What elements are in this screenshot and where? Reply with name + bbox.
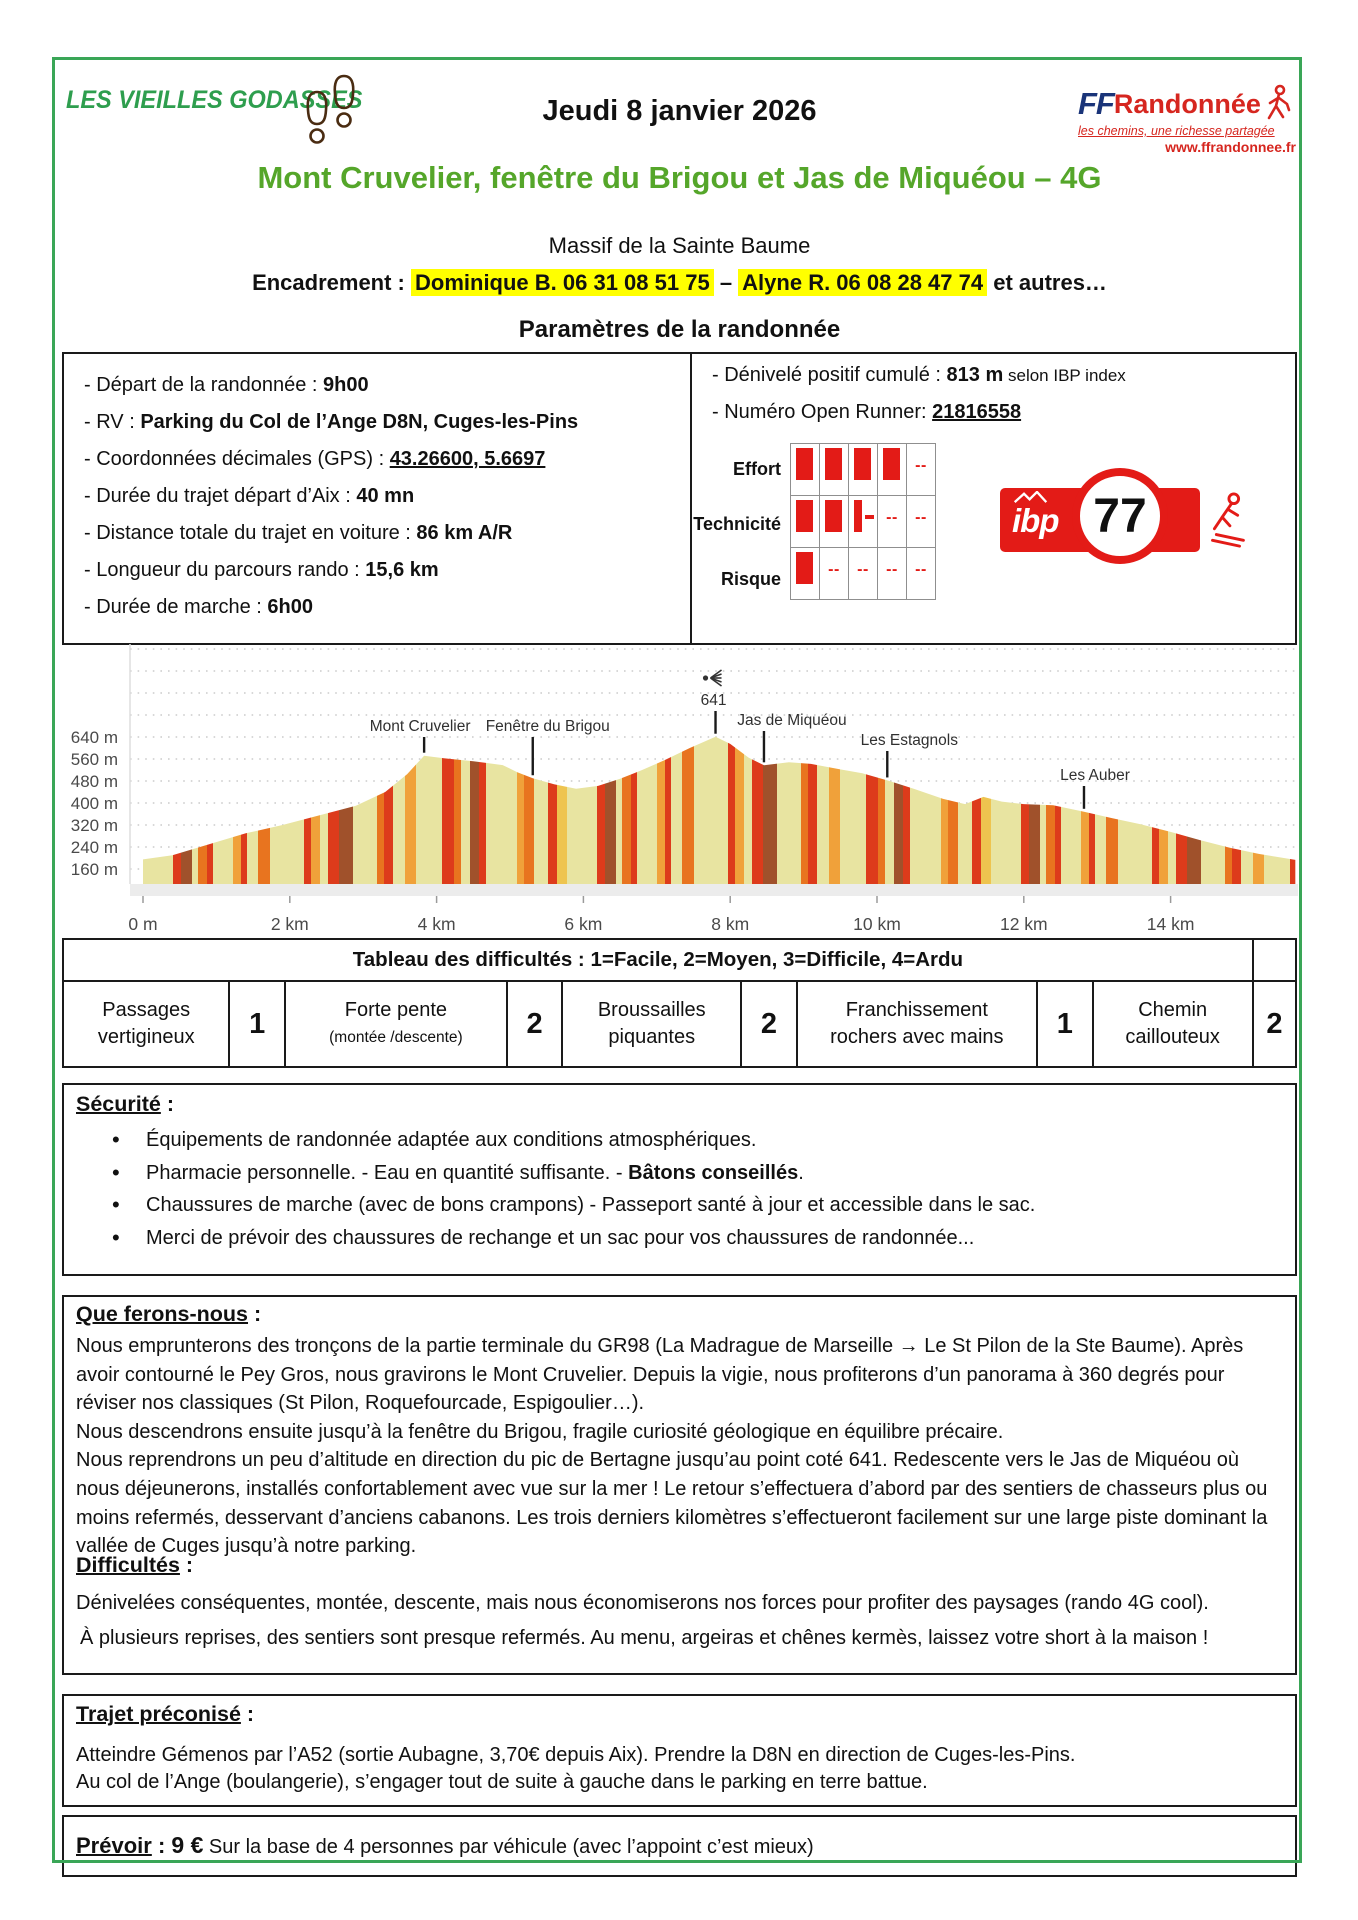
svg-text:Fenêtre du Brigou: Fenêtre du Brigou	[485, 718, 610, 735]
ffr-logo-row	[1078, 84, 1296, 124]
indicator-cell-dash: --	[848, 547, 878, 600]
param-gps: - Coordonnées décimales (GPS) : 43.26600, 5.6697	[84, 448, 546, 470]
svg-text:2 km: 2 km	[270, 914, 309, 934]
difficulty-table	[62, 938, 1297, 1068]
indicator-cell-bar	[790, 547, 820, 600]
page-title: Mont Cruvelier, fenêtre du Brigou et Jas de Miquéou – 4G	[257, 160, 1102, 195]
document-date: Jeudi 8 janvier 2026	[542, 95, 817, 127]
param-denivele: - Dénivelé positif cumulé : 813 m selon IBP index	[712, 364, 1126, 386]
indicator-grid	[790, 443, 940, 599]
svg-text:320 m: 320 m	[70, 816, 118, 835]
paragraph: Nous descendrons ensuite jusqu’à la fenêtre du Brigou, fragile curiosité géologique en équilibre précaire.	[76, 1420, 1004, 1443]
ibp-score-badge: 77	[1072, 468, 1168, 564]
ibp-index-logo	[1000, 462, 1252, 574]
difficulty-broussailles: Broussailles piquantes	[562, 981, 741, 1067]
encadrement-label: Encadrement :	[252, 270, 411, 295]
difficulty-header-empty-cell	[1253, 939, 1296, 981]
ffr-name-text: Randonnée	[1113, 88, 1261, 119]
technicite-label: Technicité	[693, 514, 781, 534]
encadrement-separator: –	[713, 270, 739, 295]
svg-text:14 km: 14 km	[1146, 914, 1195, 934]
difficultes-text-1: Dénivelées conséquentes, montée, descente, mais nous économiserons nos forces pour profiter des paysages (rando 4G cool).	[76, 1592, 1209, 1614]
params-right-column	[712, 357, 1126, 431]
difficultes-text-2: À plusieurs reprises, des sentiers sont presque refermés. Au menu, argeiras et chênes kermès, laissez votre short à la maison !	[80, 1627, 1209, 1649]
difficulty-franchissement: Franchissement rochers avec mains	[797, 981, 1037, 1067]
svg-text:Mont Cruvelier: Mont Cruvelier	[369, 718, 471, 735]
securite-bullet: • Équipements de randonnée adaptée aux conditions atmosphériques.	[112, 1124, 1252, 1157]
indicator-cell-bar	[790, 443, 820, 496]
svg-text:Les Estagnols: Les Estagnols	[860, 732, 958, 749]
indicator-cell-bar	[877, 443, 907, 496]
ffr-ff-text: FF	[1078, 86, 1114, 121]
ibp-name: ibp	[1012, 502, 1059, 539]
param-rv: - RV : Parking du Col de l’Ange D8N, Cuges-les-Pins	[84, 411, 579, 433]
trajet-text	[76, 1742, 1281, 1796]
paragraph: Nous reprendrons un peu d’altitude en direction du pic de Bertagne jusqu’au point coté 641. Redescente vers le Jas de Miquéou où nous déjeunerons, installés confortablement avec vue sur la mer ! Le retour s’effectuera d’abord par des sentiers de chasseurs plus ou moins refermés, desservant d’anciens cabanons. Les trois derniers kilomètres s’effectueront facilement sur une large piste dominant la vallée de Cuges jusqu’à notre parking.	[76, 1449, 1268, 1558]
difficulty-chemin-value: 2	[1253, 981, 1296, 1067]
securite-bullet: • Chaussures de marche (avec de bons crampons) - Passeport santé à jour et accessible dans le sac.	[112, 1189, 1252, 1222]
svg-text:4 km: 4 km	[417, 914, 456, 934]
difficulty-passages: Passages vertigineux	[63, 981, 229, 1067]
svg-text:8 km: 8 km	[711, 914, 750, 934]
que-ferons-nous-text	[76, 1332, 1281, 1561]
leader2-highlight: Alyne R. 06 08 28 47 74	[738, 269, 987, 296]
prevoir-line: Prévoir : 9 € Sur la base de 4 personnes par véhicule (avec l’appoint c’est mieux)	[76, 1832, 814, 1858]
ffr-url: www.ffrandonnee.fr	[1165, 139, 1296, 155]
params-heading: Paramètres de la randonnée	[518, 316, 841, 343]
svg-text:6 km: 6 km	[564, 914, 603, 934]
trajet-line: Au col de l’Ange (boulangerie), s’engager tout de suite à gauche dans le parking en terre battue.	[76, 1771, 928, 1793]
svg-text:560 m: 560 m	[70, 750, 118, 769]
difficultes-heading: Difficultés :	[76, 1553, 194, 1577]
elevation-profile-chart	[50, 630, 1308, 940]
securite-bullet: • Pharmacie personnelle. - Eau en quantité suffisante. - Bâtons conseillés.	[112, 1157, 1252, 1190]
svg-text:240 m: 240 m	[70, 838, 118, 857]
securite-bullet: • Merci de prévoir des chaussures de rechange et un sac pour vos chaussures de randonnée...	[112, 1222, 1252, 1255]
svg-text:641: 641	[700, 692, 727, 709]
svg-text:Les Auber: Les Auber	[1060, 767, 1130, 784]
difficulty-passages-value: 1	[229, 981, 284, 1067]
difficulty-header-row	[63, 939, 1296, 981]
skier-icon	[1204, 492, 1250, 550]
difficulty-forte-pente: Forte pente (montée /descente)	[285, 981, 507, 1067]
param-openrunner: - Numéro Open Runner: 21816558	[712, 401, 1022, 423]
svg-text:Jas de Miquéou: Jas de Miquéou	[737, 712, 847, 729]
indicator-cell-bar	[819, 495, 849, 548]
indicator-cell-dash: --	[819, 547, 849, 600]
params-left-column	[84, 367, 578, 626]
securite-heading: Sécurité :	[76, 1092, 174, 1116]
svg-text:480 m: 480 m	[70, 772, 118, 791]
page-subtitle: Massif de la Sainte Baume	[548, 233, 811, 258]
param-duree-trajet: - Durée du trajet départ d’Aix : 40 mn	[84, 485, 415, 507]
indicator-cell-dash: --	[906, 547, 936, 600]
svg-text:160 m: 160 m	[70, 860, 118, 879]
svg-text:400 m: 400 m	[70, 794, 118, 813]
param-duree-marche: - Durée de marche : 6h00	[84, 596, 314, 618]
indicator-cell-dash: --	[906, 443, 936, 496]
effort-label: Effort	[733, 459, 781, 479]
trajet-line: Atteindre Gémenos par l’A52 (sortie Aubagne, 3,70€ depuis Aix). Prendre la D8N en direction de Cuges-les-Pins.	[76, 1744, 1076, 1766]
difficulty-franchissement-value: 1	[1037, 981, 1092, 1067]
trajet-heading: Trajet préconisé :	[76, 1702, 255, 1726]
indicator-cell-dash: --	[877, 547, 907, 600]
indicator-cell-dash: --	[906, 495, 936, 548]
encadrement-line	[62, 270, 1297, 296]
encadrement-suffix: et autres…	[987, 270, 1107, 295]
paragraph: Nous emprunterons des tronçons de la partie terminale du GR98 (La Madrague de Marseille → Le St Pilon de la Ste Baume). Après avoir contourné le Pey Gros, nous gravirons le Mont Cruvelier. Depuis la vigie, nous profiterons d’un panorama à 360 degrés pour réviser nos classiques (St Pilon, Roquefourcade, Espigoulier…).	[76, 1335, 1244, 1415]
leader1-highlight: Dominique B. 06 31 08 51 75	[411, 269, 714, 296]
difficulty-chemin: Chemin caillouteux	[1093, 981, 1253, 1067]
svg-text:10 km: 10 km	[853, 914, 901, 934]
indicator-cell-bar	[819, 443, 849, 496]
indicator-cell-bar	[790, 495, 820, 548]
svg-text:0 m: 0 m	[128, 914, 158, 934]
svg-text:12 km: 12 km	[999, 914, 1048, 934]
param-depart: - Départ de la randonnée : 9h00	[84, 374, 369, 396]
svg-text:640 m: 640 m	[70, 728, 118, 747]
walking-person-icon	[1263, 84, 1293, 124]
indicator-cell-bar	[848, 443, 878, 496]
difficulty-forte-pente-value: 2	[507, 981, 562, 1067]
difficulty-data-row	[63, 981, 1296, 1067]
param-distance-voiture: - Distance totale du trajet en voiture : 86 km A/R	[84, 522, 513, 544]
que-ferons-nous-heading: Que ferons-nous :	[76, 1302, 262, 1326]
securite-list	[112, 1124, 1252, 1254]
risque-label: Risque	[720, 569, 781, 589]
indicator-cell-half	[848, 495, 878, 548]
param-longueur: - Longueur du parcours rando : 15,6 km	[84, 559, 439, 581]
difficulty-broussailles-value: 2	[741, 981, 796, 1067]
difficulty-header: Tableau des difficultés : 1=Facile, 2=Moyen, 3=Difficile, 4=Ardu	[63, 939, 1253, 981]
ffr-tagline: les chemins, une richesse partagée	[1078, 124, 1275, 138]
params-divider	[690, 352, 692, 645]
ffrandonnee-logo	[1078, 84, 1296, 155]
indicator-cell-dash: --	[877, 495, 907, 548]
club-name: LES VIEILLES GODASSES	[66, 86, 363, 114]
